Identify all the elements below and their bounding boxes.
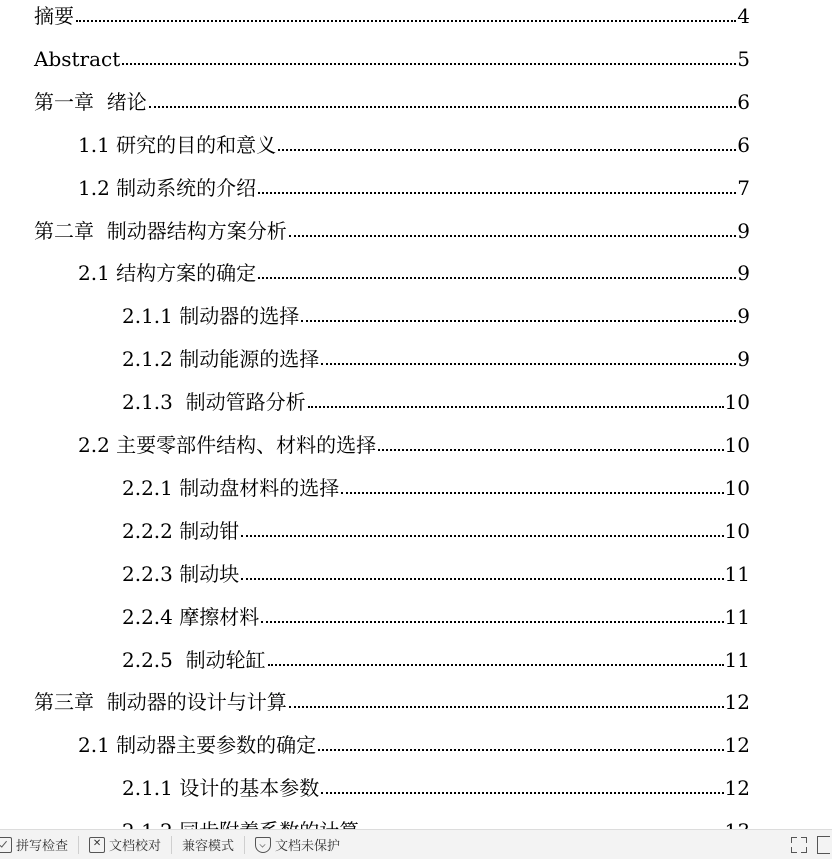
toc-entry-page: 9 <box>737 304 750 329</box>
proofread-icon: ✕ <box>89 837 105 853</box>
toc-entry[interactable] <box>0 298 750 328</box>
toc-entry-page: 11 <box>724 561 750 586</box>
toc-entry-page: 7 <box>737 175 750 200</box>
toc-entry[interactable] <box>0 384 750 414</box>
toc-entry[interactable] <box>0 556 750 586</box>
toc-entry-title: 2.1.2 制动能源的选择 <box>122 347 320 372</box>
dot-leader <box>241 578 723 580</box>
dot-leader <box>308 406 724 408</box>
toc-entry-title: 2.1 制动器主要参数的确定 <box>78 733 317 758</box>
toc-entry-page: 10 <box>724 433 750 457</box>
toc-entry-title: 2.2.4 摩擦材料 <box>122 604 260 629</box>
dot-leader <box>76 20 736 22</box>
toc-entry[interactable] <box>0 470 750 500</box>
toc-entry-title: 1.2 制动系统的介绍 <box>78 175 257 200</box>
toc-entry-title: 第一章 绪论 <box>34 89 147 114</box>
toc-entry[interactable] <box>0 427 750 457</box>
status-bar <box>0 829 832 859</box>
toc-entry-title: 2.1.3 制动管路分析 <box>122 390 306 415</box>
toc-entry-title: 2.2 主要零部件结构、材料的选择 <box>78 433 377 457</box>
toc-entry-page: 10 <box>724 518 750 543</box>
shield-icon <box>255 837 271 853</box>
spell-check-button[interactable] <box>0 830 78 859</box>
toc-entry[interactable] <box>0 0 750 28</box>
toc-entry-page: 5 <box>737 46 750 71</box>
fullscreen-icon[interactable] <box>791 837 807 853</box>
toc-entry[interactable] <box>0 170 750 200</box>
toc-entry-page: 9 <box>737 218 750 243</box>
toc-entry[interactable] <box>0 727 750 757</box>
dot-leader <box>321 792 723 794</box>
reading-mode-icon[interactable] <box>817 836 830 854</box>
dot-leader <box>261 621 723 623</box>
dot-leader <box>318 749 723 751</box>
toc-entry-title: 1.1 研究的目的和意义 <box>78 132 277 157</box>
toc-entry-title: 第三章 制动器的设计与计算 <box>34 690 287 715</box>
toc-entry[interactable] <box>0 84 750 114</box>
toc-entry-page: 10 <box>724 475 750 500</box>
toc-entry-page: 11 <box>724 604 750 629</box>
toc-entry-title: 第二章 制动器结构方案分析 <box>34 218 287 243</box>
toc-entry-title: 2.2.3 制动块 <box>122 561 240 586</box>
compat-mode-indicator[interactable] <box>172 830 244 859</box>
doc-proof-label: 文档校对 <box>109 839 162 854</box>
toc-entry-page: 12 <box>724 733 750 758</box>
toc-entry-title: Abstract <box>34 46 121 71</box>
toc-entry-title: 摘要 <box>34 4 74 28</box>
dot-leader <box>268 664 724 666</box>
toc-entry[interactable] <box>0 684 750 714</box>
protection-status-button[interactable] <box>245 830 350 859</box>
toc-entry[interactable] <box>0 127 750 157</box>
dot-leader <box>149 106 737 108</box>
dot-leader <box>321 363 736 365</box>
toc-entry[interactable] <box>0 255 750 285</box>
toc-entry-title: 2.1 结构方案的确定 <box>78 261 257 286</box>
toc-entry-page: 12 <box>724 690 750 715</box>
toc-entry-page: 6 <box>737 89 750 114</box>
toc-entry[interactable] <box>0 513 750 543</box>
toc-entry-title: 2.1.1 设计的基本参数 <box>122 776 320 801</box>
toc-entry[interactable] <box>0 770 750 800</box>
toc-entry-page: 4 <box>737 4 750 28</box>
dot-leader <box>122 63 736 65</box>
toc-entry-page: 12 <box>724 776 750 801</box>
dot-leader <box>289 706 724 708</box>
protection-status-label: 文档未保护 <box>275 839 341 854</box>
toc-entry[interactable] <box>0 599 750 629</box>
toc-entry[interactable] <box>0 341 750 371</box>
toc-entry-title: 2.2.2 制动钳 <box>122 518 240 543</box>
dot-leader <box>289 235 737 237</box>
toc-entry[interactable] <box>0 642 750 672</box>
checkbox-icon <box>0 837 12 853</box>
toc-entry-title: 2.2.1 制动盘材料的选择 <box>122 475 340 500</box>
dot-leader <box>258 277 736 279</box>
toc-entry[interactable] <box>0 213 750 243</box>
compat-mode-label: 兼容模式 <box>182 839 235 854</box>
doc-proof-button[interactable] <box>79 830 171 859</box>
spell-check-label: 拼写检查 <box>16 839 69 854</box>
toc-entry-page: 6 <box>737 132 750 157</box>
dot-leader <box>278 149 736 151</box>
dot-leader <box>241 535 723 537</box>
toc-entry-page: 11 <box>724 647 750 672</box>
toc-entry-page: 9 <box>737 347 750 372</box>
toc-entry-title: 2.1.1 制动器的选择 <box>122 304 300 329</box>
toc-entry[interactable] <box>0 41 750 71</box>
dot-leader <box>378 449 723 451</box>
dot-leader <box>341 492 723 494</box>
dot-leader <box>258 192 736 194</box>
toc-entry-page: 10 <box>724 390 750 415</box>
dot-leader <box>301 320 736 322</box>
toc-entry-page: 9 <box>737 261 750 286</box>
toc-entry-title: 2.2.5 制动轮缸 <box>122 647 266 672</box>
